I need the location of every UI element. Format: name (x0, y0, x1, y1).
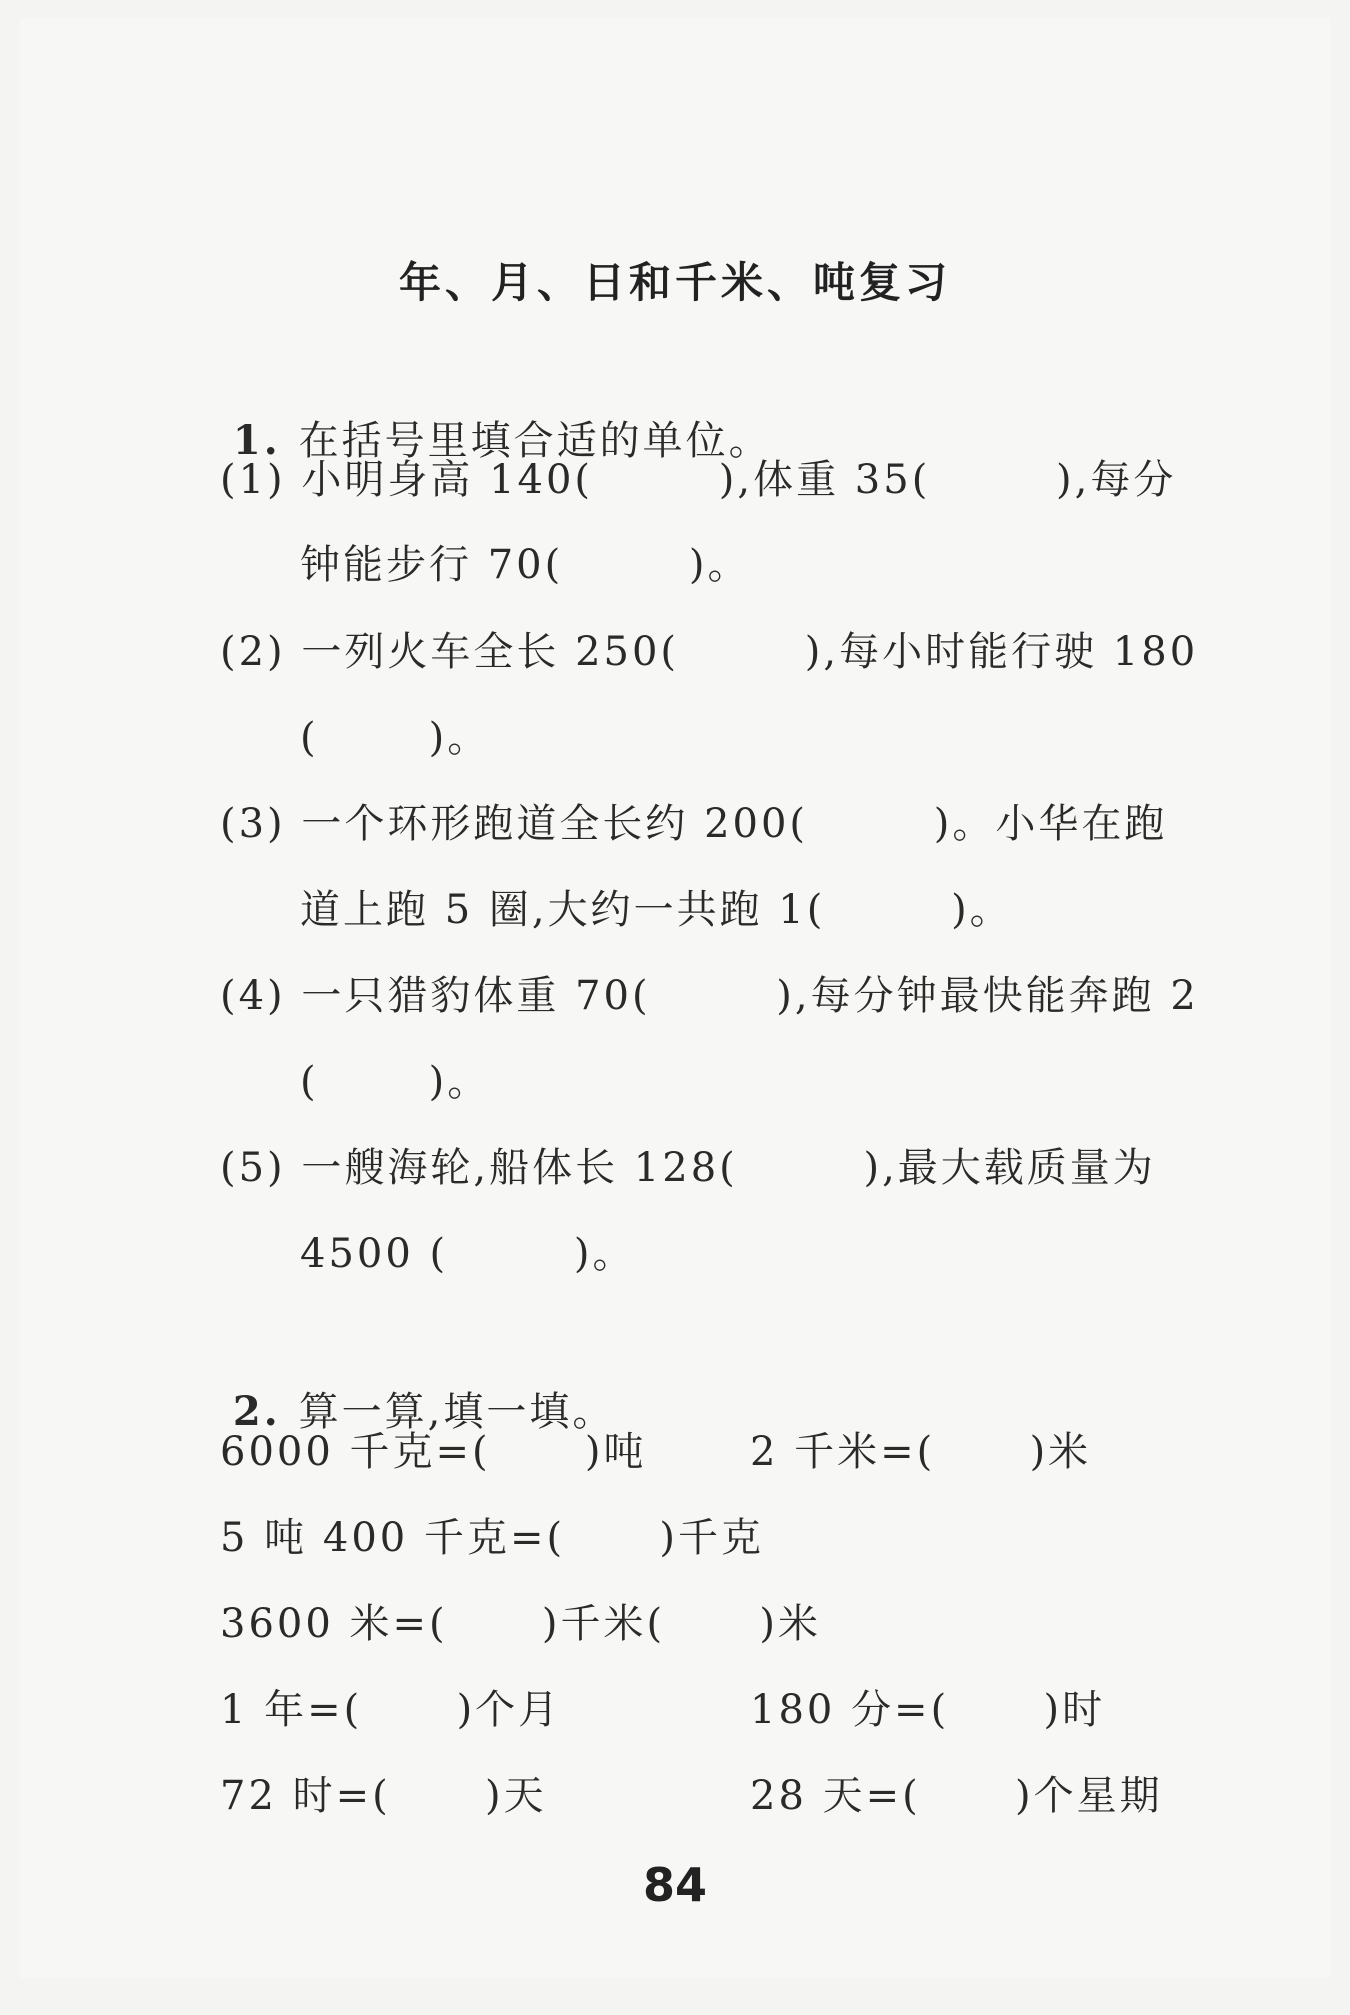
worksheet-page (20, 18, 1330, 1978)
q1-item-3-line-2: 道上跑 5 圈,大约一共跑 1( )。 (300, 887, 1013, 933)
q1-item-5-line-2: 4500 ( )。 (300, 1231, 636, 1277)
q1-item-2-line-2: ( )。 (300, 715, 491, 761)
q2-row-2-left: 5 吨 400 千克=( )千克 (220, 1515, 764, 1561)
q2-row-1-left: 6000 千克=( )吨 (220, 1429, 647, 1475)
question-2-text: 算一算,填一填。 (298, 1389, 616, 1435)
q2-row-5-left: 72 时=( )天 (220, 1773, 547, 1819)
q1-item-3-line-1: (3) 一个环形跑道全长约 200( )。小华在跑 (220, 801, 1168, 847)
q2-row-3-left: 3600 米=( )千米( )米 (220, 1601, 822, 1647)
page-number: 84 (642, 1858, 707, 1912)
page-title: 年、月、日和千米、吨复习 (398, 258, 951, 307)
q1-item-2-line-1: (2) 一列火车全长 250( ),每小时能行驶 180 (220, 629, 1199, 675)
q1-item-1-line-1: (1) 小明身高 140( ),体重 35( ),每分 (220, 457, 1177, 503)
q1-item-4-line-2: ( )。 (300, 1059, 491, 1105)
q2-row-5-right: 28 天=( )个星期 (750, 1773, 1163, 1819)
q1-item-4-line-1: (4) 一只猎豹体重 70( ),每分钟最快能奔跑 2 (220, 973, 1199, 1019)
q2-row-4-right: 180 分=( )时 (750, 1687, 1106, 1733)
q2-row-4-left: 1 年=( )个月 (220, 1687, 562, 1733)
question-2-number: 2. (232, 1388, 281, 1435)
q2-row-1-right: 2 千米=( )米 (750, 1429, 1092, 1475)
q1-item-1-line-2: 钟能步行 70( )。 (300, 542, 751, 588)
question-1-number: 1. (232, 417, 281, 464)
q1-item-5-line-1: (5) 一艘海轮,船体长 128( ),最大载质量为 (220, 1145, 1156, 1191)
question-1-text: 在括号里填合适的单位。 (298, 418, 772, 464)
